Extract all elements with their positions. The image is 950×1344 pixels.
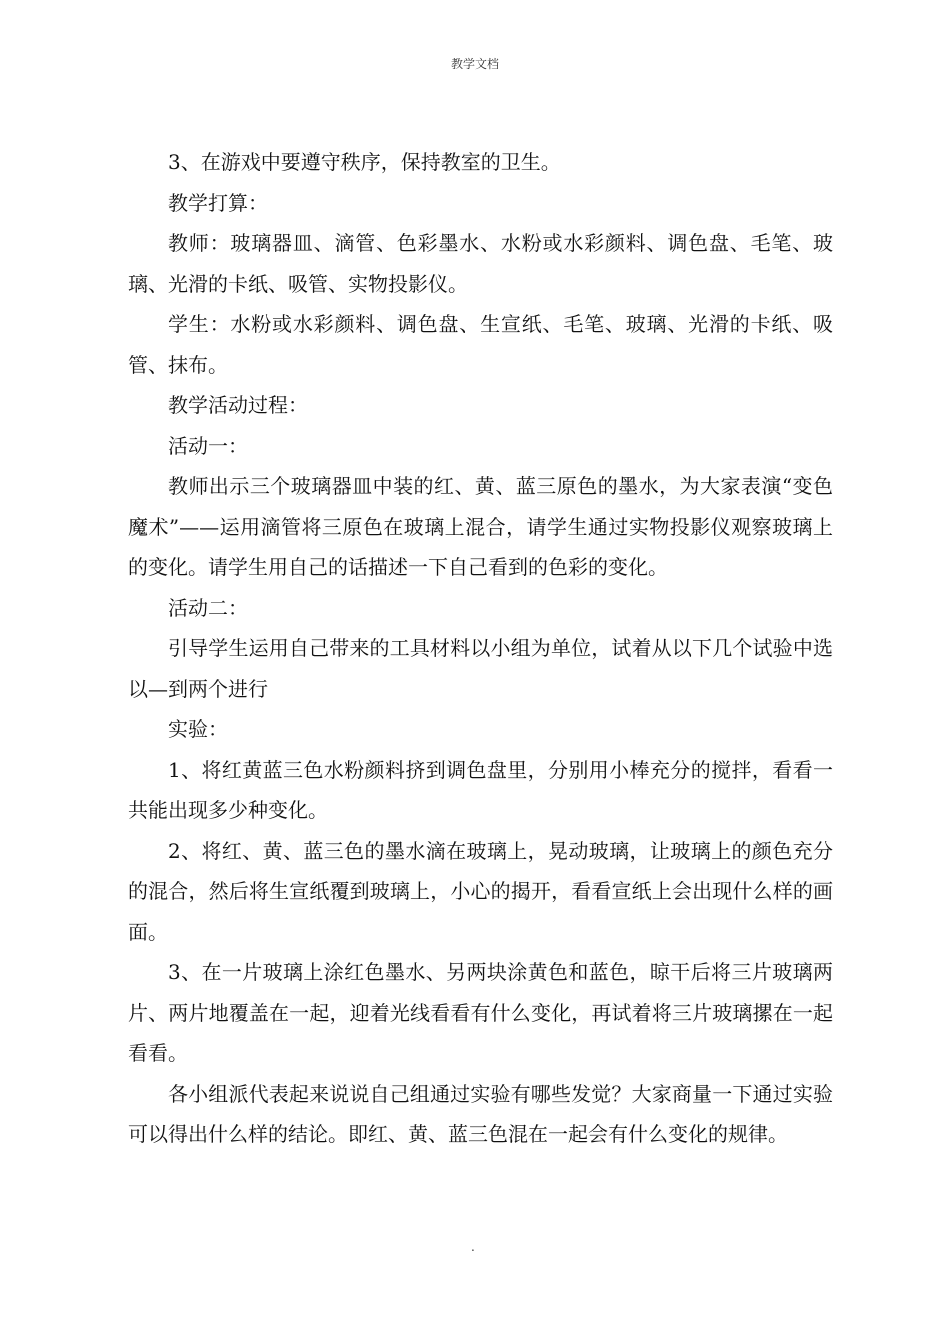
paragraph-student-materials: 学生：水粉或水彩颜料、调色盘、生宣纸、毛笔、玻璃、光滑的卡纸、吸管、抹布。 bbox=[128, 312, 833, 377]
paragraph-rule-3: 3、在游戏中要遵守秩序，保持教室的卫生。 bbox=[168, 150, 561, 174]
paragraph-teacher-materials: 教师：玻璃器皿、滴管、色彩墨水、水粉或水彩颜料、调色盘、毛笔、玻璃、光滑的卡纸、吸管、实物投影仪。 bbox=[128, 231, 833, 296]
heading-preparation: 教学打算： bbox=[168, 190, 268, 215]
paragraph-activity-one: 教师出示三个玻璃器皿中装的红、黄、蓝三原色的墨水，为大家表演“变色魔术”——运用滴管将三原色在玻璃上混合，请学生通过实物投影仪观察玻璃上的变化。请学生用自己的话描述一下自己看到的色彩的变化。 bbox=[128, 474, 833, 579]
paragraph-experiment-2: 2、将红、黄、蓝三色的墨水滴在玻璃上，晃动玻璃，让玻璃上的颜色充分的混合，然后将生宣纸覆到玻璃上，小心的揭开，看看宣纸上会出现什么样的画面。 bbox=[128, 838, 833, 944]
paragraph-experiment-1: 1、将红黄蓝三色水粉颜料挤到调色盘里，分别用小棒充分的搅拌，看看一共能出现多少种变化。 bbox=[128, 757, 833, 822]
heading-activity-one: 活动一： bbox=[168, 433, 248, 458]
page-footer-mark: . bbox=[471, 1240, 475, 1254]
paragraph-experiment-3: 3、在一片玻璃上涂红色墨水、另两块涂黄色和蓝色，晾干后将三片玻璃两片、两片地覆盖在一起，迎着光线看看有什么变化，再试着将三片玻璃摞在一起看看。 bbox=[128, 960, 833, 1065]
heading-experiment: 实验： bbox=[168, 717, 228, 741]
heading-activity-two: 活动二： bbox=[168, 595, 248, 620]
paragraph-activity-two: 引导学生运用自己带来的工具材料以小组为单位，试着从以下几个试验中选以—到两个进行 bbox=[128, 636, 833, 701]
document-body bbox=[128, 142, 833, 1155]
paragraph-group-report: 各小组派代表起来说说自己组通过实验有哪些发觉？大家商量一下通过实验可以得出什么样的结论。即红、黄、蓝三色混在一起会有什么变化的规律。 bbox=[128, 1081, 833, 1146]
heading-activity-process: 教学活动过程： bbox=[168, 393, 308, 417]
page-header: 教学文档 bbox=[450, 57, 499, 71]
